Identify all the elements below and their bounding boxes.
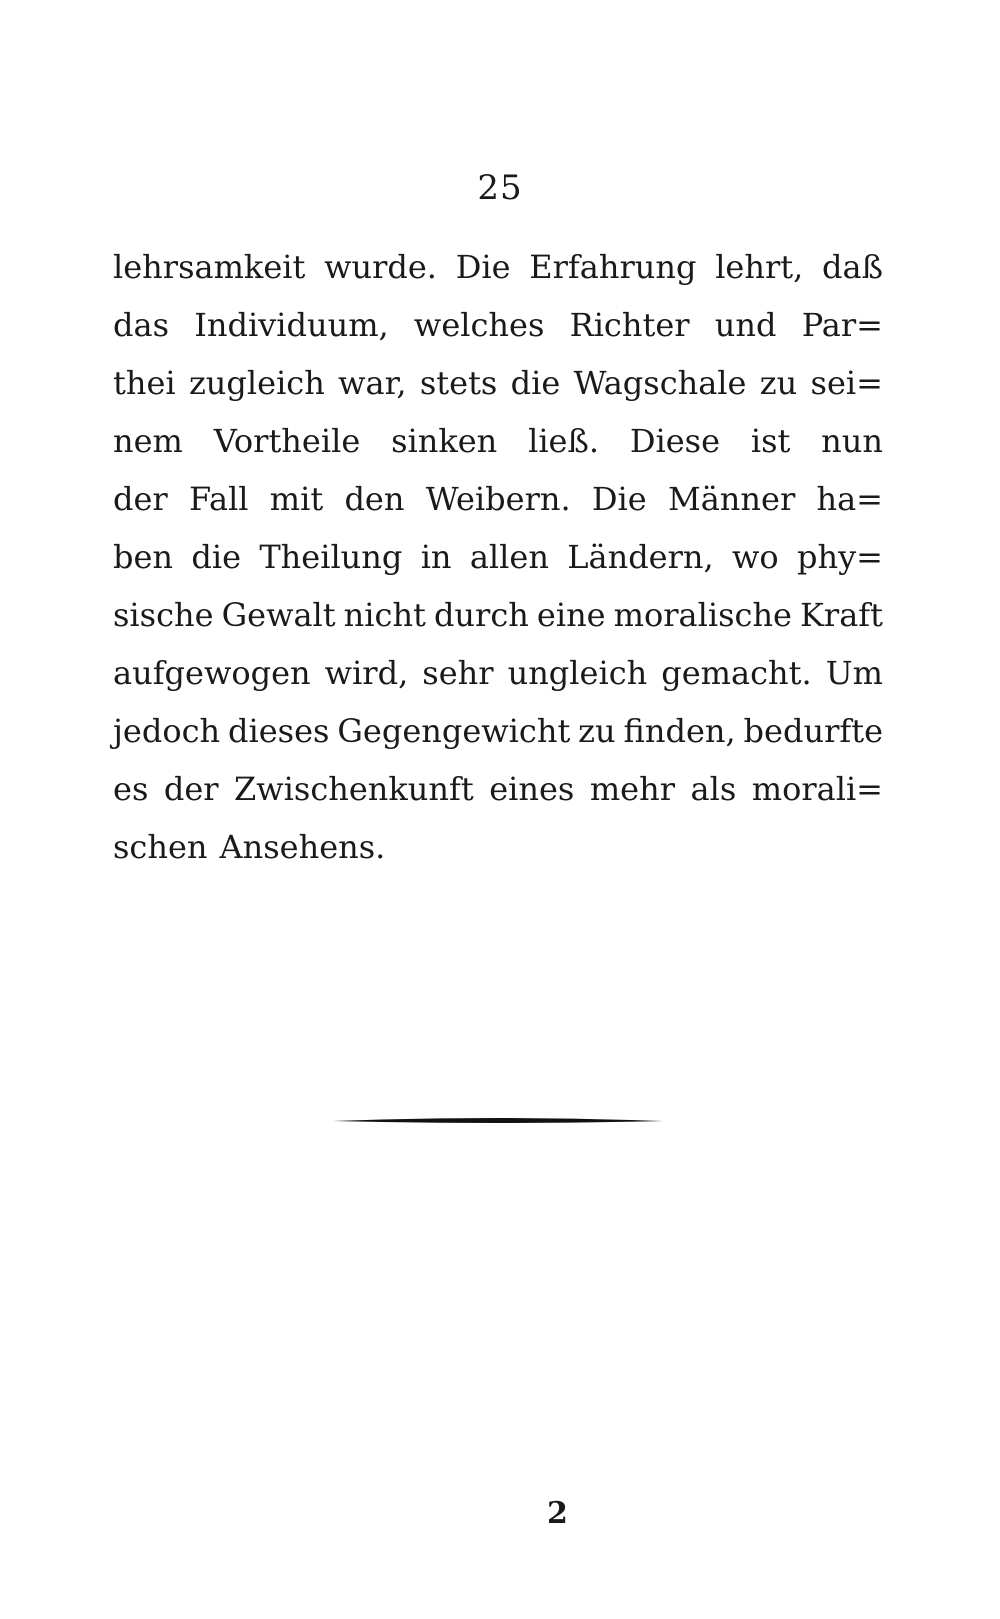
text-line: [113, 238, 883, 296]
word: ist: [750, 422, 791, 460]
text-line: [113, 412, 883, 470]
word: stets: [419, 364, 498, 402]
section-divider: [333, 1115, 663, 1127]
word: dieses: [228, 712, 330, 750]
word: der: [163, 770, 219, 808]
page-number: 25: [477, 168, 523, 208]
word: ungleich: [507, 654, 648, 692]
text-line: [113, 760, 883, 818]
word: die: [510, 364, 561, 402]
word: lehrsamkeit: [113, 248, 306, 286]
word: Die: [591, 480, 647, 518]
word: Fall: [188, 480, 249, 518]
word: Diese: [629, 422, 721, 460]
word: Vortheile: [213, 422, 361, 460]
word: Um: [825, 654, 883, 692]
word: als: [690, 770, 737, 808]
word: Gegengewicht: [337, 712, 571, 750]
word: aufgewogen: [113, 654, 311, 692]
word: sehr: [422, 654, 494, 692]
word: bedurfte: [743, 712, 883, 750]
word: das: [113, 306, 169, 344]
text-line: [113, 528, 883, 586]
word: der: [113, 480, 168, 518]
word: und: [714, 306, 777, 344]
word: Ländern,: [567, 538, 714, 576]
word: Wagschale: [573, 364, 747, 402]
word: Zwischenkunft: [234, 770, 474, 808]
word: sei=: [810, 364, 883, 402]
text-line: [113, 644, 883, 702]
signature-mark: 2: [547, 1496, 568, 1531]
word: finden,: [623, 712, 736, 750]
word: allen: [469, 538, 549, 576]
word: nun: [821, 422, 883, 460]
word: Individuum,: [194, 306, 389, 344]
text-line: [113, 702, 883, 760]
word: den: [344, 480, 405, 518]
word: Kraft: [800, 596, 883, 634]
word: ha=: [816, 480, 883, 518]
word: wurde.: [324, 248, 437, 286]
word: phy=: [796, 538, 883, 576]
word: wird,: [324, 654, 409, 692]
word: nem: [113, 422, 183, 460]
word: thei: [113, 364, 176, 402]
body-text: [113, 238, 883, 876]
word: ließ.: [528, 422, 600, 460]
word: Ansehens.: [219, 828, 386, 866]
word: eine: [536, 596, 606, 634]
word: welches: [413, 306, 545, 344]
text-line: [113, 296, 883, 354]
text-line: [113, 354, 883, 412]
text-line: [113, 470, 883, 528]
word: daß: [822, 248, 883, 286]
text-line: [113, 818, 883, 876]
word: jedoch: [113, 712, 221, 750]
word: Gewalt: [221, 596, 336, 634]
word: zugleich: [188, 364, 325, 402]
word: es: [113, 770, 149, 808]
word: Weibern.: [425, 480, 571, 518]
word: morali=: [751, 770, 883, 808]
text-line: [113, 586, 883, 644]
word: in: [420, 538, 452, 576]
word: Männer: [667, 480, 796, 518]
word: lehrt,: [715, 248, 804, 286]
word: zu: [759, 364, 798, 402]
word: Erfahrung: [529, 248, 697, 286]
word: Richter: [569, 306, 690, 344]
word: mit: [269, 480, 324, 518]
word: ben: [113, 538, 174, 576]
word: sinken: [391, 422, 498, 460]
word: mehr: [589, 770, 676, 808]
word: zu: [578, 712, 616, 750]
word: Theilung: [259, 538, 403, 576]
word: eines: [489, 770, 575, 808]
word: moralische: [613, 596, 792, 634]
word: durch: [433, 596, 529, 634]
word: sische: [113, 596, 214, 634]
word: gemacht.: [661, 654, 812, 692]
word: wo: [732, 538, 779, 576]
word: war,: [338, 364, 407, 402]
word: Die: [455, 248, 511, 286]
word: die: [191, 538, 241, 576]
word: Par=: [801, 306, 883, 344]
word: nicht: [343, 596, 426, 634]
word: schen: [113, 828, 208, 866]
